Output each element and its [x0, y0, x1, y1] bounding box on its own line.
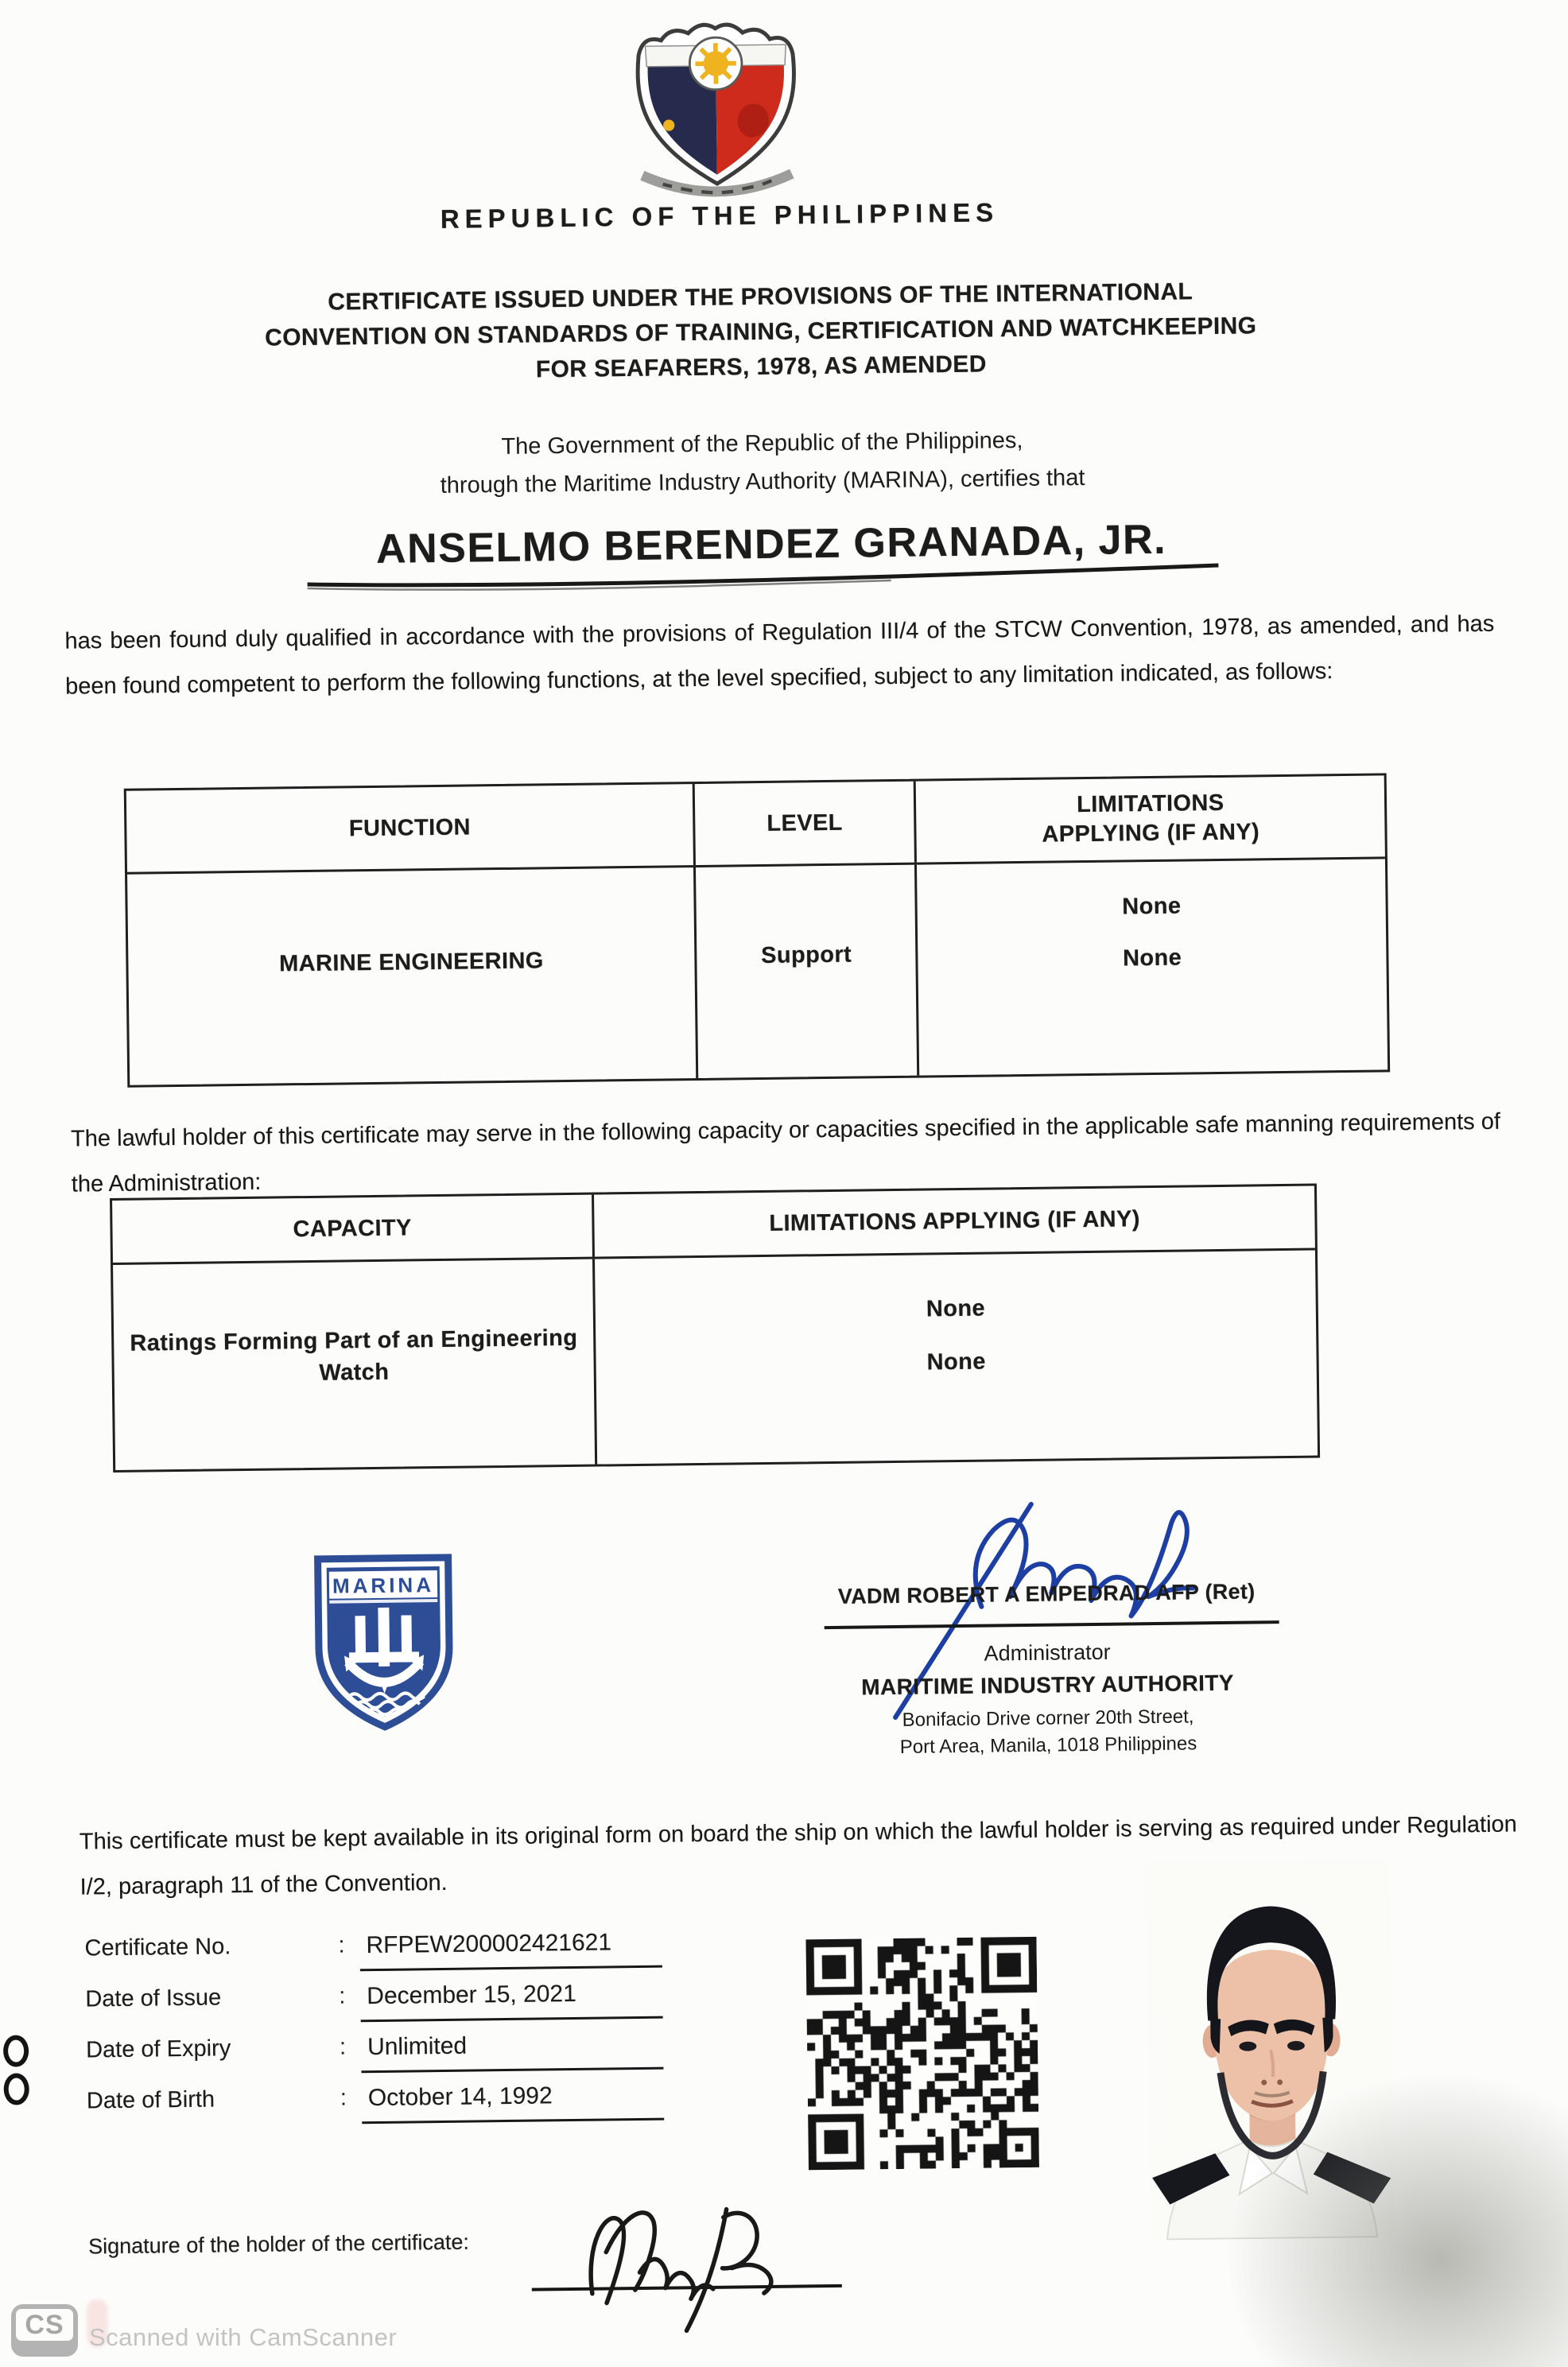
capacity-limitations-value-cell — [595, 1251, 1318, 1465]
camscanner-badge — [11, 2304, 78, 2357]
marina-logo — [313, 1553, 456, 1733]
limitations-value-cell — [917, 859, 1388, 1075]
capacity-paragraph: The lawful holder of this certificate may serve in the following capacity or capacities specified in the applicable safe manning requirements of the Administration: — [70, 1108, 1501, 1197]
capacity-header-cell: CAPACITY — [112, 1195, 595, 1263]
keep-available-paragraph: This certificate must be kept available in its original form on board the ship on which the lawful holder is serving as required under Regulation I/2, paragraph 11 of the Convention. — [79, 1811, 1517, 1900]
detail-separator: : — [339, 2034, 347, 2060]
limitations-header-line1: LIMITATIONS — [1076, 790, 1225, 818]
scan-edge-artifact — [3, 2073, 29, 2105]
certificate-number-value: RFPEW200002421621 — [359, 1929, 662, 1972]
detail-label: Certificate No. — [84, 1934, 231, 1962]
detail-label: Date of Expiry — [85, 2035, 231, 2063]
date-of-birth-value: October 14, 1992 — [362, 2082, 665, 2124]
function-value-cell: MARINE ENGINEERING — [127, 867, 698, 1085]
signatory-title: Administrator — [984, 1639, 1111, 1666]
function-header-cell: FUNCTION — [126, 784, 696, 872]
limitations-header-line2: APPLYING (IF ANY) — [1042, 819, 1260, 848]
level-header-cell: LEVEL — [695, 782, 918, 865]
country-header: REPUBLIC OF THE PHILIPPINES — [440, 197, 999, 234]
limitation-1: None — [1122, 893, 1182, 920]
detail-row-date-of-birth — [87, 2082, 665, 2128]
capacity-line2: Watch — [319, 1359, 390, 1386]
certificate-title-line2: CONVENTION ON STANDARDS OF TRAINING, CERTIFICATION AND WATCHKEEPING — [264, 312, 1257, 351]
detail-row-date-of-expiry — [86, 2031, 664, 2077]
government-line2: through the Maritime Industry Authority (MARINA), certifies that — [440, 464, 1085, 499]
government-certifies-block — [229, 418, 1295, 507]
government-line1: The Government of the Republic of the Philippines, — [501, 427, 1023, 460]
detail-label: Date of Issue — [85, 1985, 222, 2012]
philippine-coat-of-arms-seal — [602, 17, 831, 210]
holder-signature — [529, 2194, 848, 2349]
level-value-cell: Support — [696, 865, 920, 1078]
detail-label: Date of Birth — [86, 2086, 215, 2114]
function-table — [124, 773, 1390, 1087]
detail-separator: : — [338, 1932, 345, 1958]
capacity-value-cell — [113, 1259, 597, 1470]
certificate-title-line3: FOR SEAFARERS, 1978, AS AMENDED — [535, 351, 987, 383]
marina-logo-label: MARINA — [332, 1573, 435, 1598]
limitation-2: None — [1122, 945, 1182, 972]
capacity-limitations-header-cell: LIMITATIONS APPLYING (IF ANY) — [769, 1205, 1141, 1236]
capacity-line1: Ratings Forming Part of an Engineering — [130, 1325, 578, 1356]
qualification-paragraph: has been found duly qualified in accordance with the provisions of Regulation III/4 of the STCW Convention, 1978, as amended, and has been found competent to perform the following functions, at the level specified, subject to any limitation indicated, as follows: — [64, 611, 1495, 700]
detail-row-certificate-no — [84, 1929, 662, 1975]
capacity-limitation-1: None — [926, 1295, 986, 1322]
certificate-title — [148, 273, 1373, 393]
capacity-limitation-2: None — [926, 1348, 987, 1376]
limitations-header-cell — [916, 775, 1385, 862]
qr-code — [805, 1937, 1039, 2171]
detail-separator: : — [340, 2085, 347, 2111]
signatory-organization: MARITIME INDUSTRY AUTHORITY — [861, 1670, 1235, 1700]
detail-separator: : — [339, 1983, 346, 2009]
signatory-name: VADM ROBERT A EMPEDRAD AFP (Ret) — [837, 1579, 1256, 1608]
holder-signature-label: Signature of the holder of the certificate: — [87, 2229, 470, 2259]
capacity-table-body-row — [113, 1251, 1318, 1470]
detail-row-date-of-issue — [85, 1980, 663, 2026]
function-table-header-row — [126, 775, 1385, 874]
certificate-title-line1: CERTIFICATE ISSUED UNDER THE PROVISIONS OF THE INTERNATIONAL — [328, 278, 1193, 316]
signatory-address-line2: Port Area, Manila, 1018 Philippines — [899, 1733, 1197, 1758]
capacity-table — [110, 1183, 1320, 1473]
date-of-issue-value: December 15, 2021 — [360, 1980, 663, 2023]
signatory-address-line1: Bonifacio Drive corner 20th Street, — [902, 1705, 1194, 1731]
date-of-expiry-value: Unlimited — [361, 2031, 664, 2074]
camscanner-watermark: Scanned with CamScanner — [89, 2323, 398, 2351]
camscanner-badge-label: CS — [16, 2309, 73, 2341]
holder-name: ANSELMO BERENDEZ GRANADA, JR. — [375, 516, 1167, 572]
function-table-body-row — [127, 859, 1388, 1085]
scan-edge-artifact — [3, 2035, 29, 2066]
